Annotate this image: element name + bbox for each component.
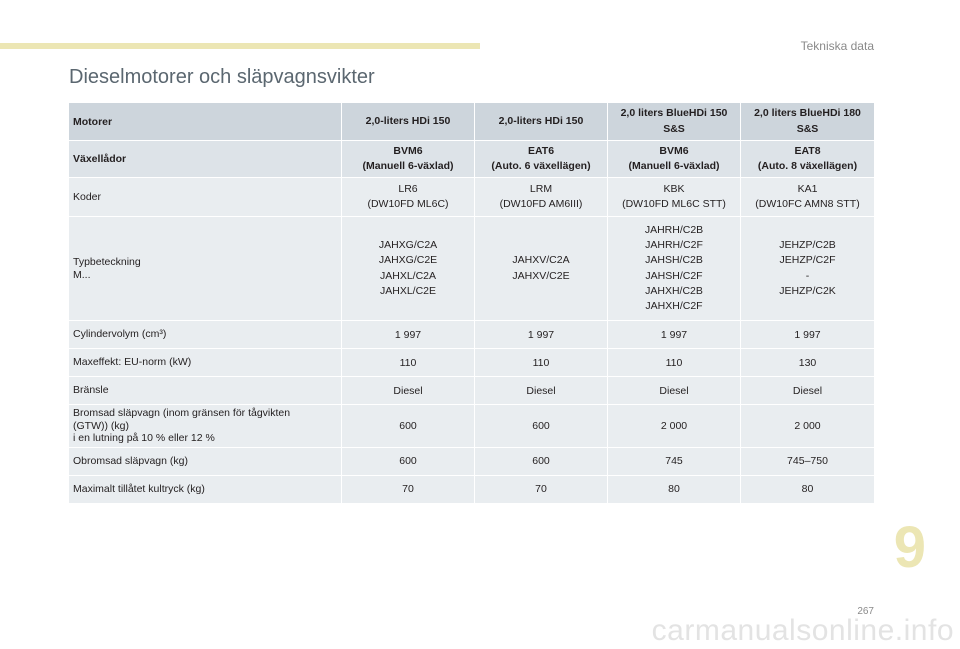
row-value: Diesel (475, 377, 608, 405)
row-value: 600 (475, 447, 608, 475)
table-row (69, 178, 875, 217)
spec-table (68, 102, 875, 504)
row-value: 600 (342, 447, 475, 475)
row-label: Maxeffekt: EU-norm (kW) (69, 349, 342, 377)
table-header-row (69, 103, 875, 141)
table-row (69, 405, 875, 448)
row-value: 745–750 (741, 447, 875, 475)
row-value: 110 (608, 349, 741, 377)
table-row (69, 447, 875, 475)
row-value: 745 (608, 447, 741, 475)
row-value: 1 997 (608, 321, 741, 349)
row-value: KBK (DW10FD ML6C STT) (608, 178, 741, 217)
row-value: 80 (608, 475, 741, 503)
row-label: Maximalt tillåtet kultryck (kg) (69, 475, 342, 503)
chapter-number: 9 (893, 515, 926, 580)
section-label: Tekniska data (800, 39, 874, 53)
gearbox-cell: EAT6 (Auto. 6 växellägen) (475, 141, 608, 178)
row-label: Obromsad släpvagn (kg) (69, 447, 342, 475)
row-label: Koder (69, 178, 342, 217)
row-label: Bromsad släpvagn (inom gränsen för tågvikten (GTW)) (kg) i en lutning på 10 % eller 12 % (69, 405, 342, 448)
row-value: 2 000 (608, 405, 741, 448)
gearbox-cell: EAT8 (Auto. 8 växellägen) (741, 141, 875, 178)
row-value: JAHXG/C2A JAHXG/C2E JAHXL/C2A JAHXL/C2E (342, 217, 475, 321)
table-row (69, 475, 875, 503)
table-row (69, 349, 875, 377)
row-label: Bränsle (69, 377, 342, 405)
row-value: LRM (DW10FD AM6III) (475, 178, 608, 217)
row-value: Diesel (608, 377, 741, 405)
gearbox-cell: BVM6 (Manuell 6-växlad) (608, 141, 741, 178)
row-value: Diesel (342, 377, 475, 405)
row-value: 600 (475, 405, 608, 448)
row-value: 70 (475, 475, 608, 503)
header-cell-label: Motorer (69, 103, 342, 141)
row-label: Cylindervolym (cm³) (69, 321, 342, 349)
gearbox-cell-label: Växellådor (69, 141, 342, 178)
row-value: KA1 (DW10FC AMN8 STT) (741, 178, 875, 217)
row-value: 110 (342, 349, 475, 377)
header-cell-engine: 2,0 liters BlueHDi 150 S&S (608, 103, 741, 141)
gearbox-cell: BVM6 (Manuell 6-växlad) (342, 141, 475, 178)
row-value: 600 (342, 405, 475, 448)
watermark: carmanualsonline.info (651, 614, 954, 647)
row-value: JEHZP/C2B JEHZP/C2F - JEHZP/C2K (741, 217, 875, 321)
table-row (69, 377, 875, 405)
row-value: Diesel (741, 377, 875, 405)
row-label: Typbeteckning M... (69, 217, 342, 321)
table-row (69, 217, 875, 321)
row-value: 80 (741, 475, 875, 503)
header-cell-engine: 2,0-liters HDi 150 (475, 103, 608, 141)
page-title: Dieselmotorer och släpvagnsvikter (69, 66, 375, 88)
row-value: 70 (342, 475, 475, 503)
header-cell-engine: 2,0-liters HDi 150 (342, 103, 475, 141)
table-row (69, 321, 875, 349)
row-value: 2 000 (741, 405, 875, 448)
row-value: 130 (741, 349, 875, 377)
row-value: 1 997 (741, 321, 875, 349)
row-value: 1 997 (342, 321, 475, 349)
row-value: 110 (475, 349, 608, 377)
accent-bar (0, 43, 480, 49)
row-value: LR6 (DW10FD ML6C) (342, 178, 475, 217)
row-value: 1 997 (475, 321, 608, 349)
row-value: JAHRH/C2B JAHRH/C2F JAHSH/C2B JAHSH/C2F JAHXH/C2B JAHXH/C2F (608, 217, 741, 321)
header-cell-engine: 2,0 liters BlueHDi 180 S&S (741, 103, 875, 141)
page-number: 267 (857, 606, 874, 617)
table-gearbox-row (69, 141, 875, 178)
row-value: JAHXV/C2A JAHXV/C2E (475, 217, 608, 321)
